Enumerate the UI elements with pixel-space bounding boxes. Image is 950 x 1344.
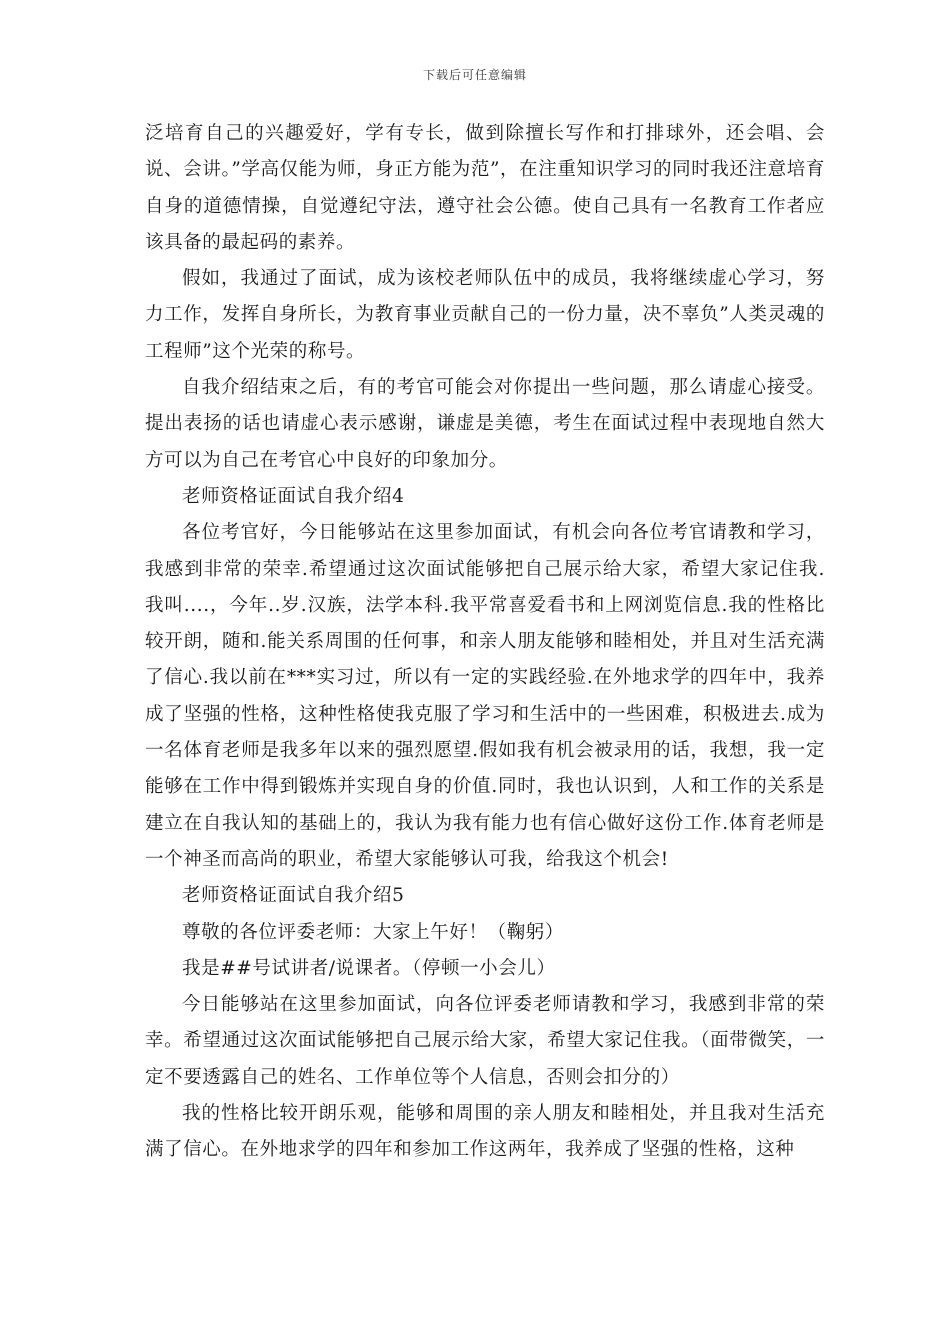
paragraph: 我是##号试讲者/说课者。（停顿一小会儿）: [182, 957, 556, 979]
section-heading: 老师资格证面试自我介绍5: [182, 885, 405, 907]
paragraph: 各位考官好，今日能够站在这里参加面试，有机会向各位考官请教和学习，我感到非常的荣幸.希望通过这次面试能够把自己展示给大家，希望大家记住我.我叫....，今年..岁.汉族，法学本科.我平常喜爱看书和上网浏览信息.我的性格比较开朗，随和.能关系周围的任何事，和亲人朋友能够和睦相处，并且对生活充满了信心.我以前在***实习过，所以有一定的实践经验.在外地求学的四年中，我养成了坚强的性格，这种性格使我克服了学习和生活中的一些困难，积极进去.成为一名体育老师是我多年以来的强烈愿望.假如我有机会被录用的话，我想，我一定能够在工作中得到锻炼并实现自身的价值.同时，我也认识到，人和工作的关系是建立在自我认知的基础上的，我认为我有能力也有信心做好这份工作.体育老师是一个神圣而高尚的职业，希望大家能够认可我，给我这个机会!: [145, 522, 825, 870]
paragraph-continuation: 泛培育自己的兴趣爱好，学有专长，做到除擅长写作和打排球外，还会唱、会说、会讲。”学高仅能为师，身正方能为范”，在注重知识学习的同时我还注意培育自身的道德情操，自觉遵纪守法，遵守社会公德。使自己具有一名教育工作者应该具备的最起码的素养。: [145, 123, 825, 253]
section-heading: 老师资格证面试自我介绍4: [182, 485, 405, 507]
paragraph: 尊敬的各位评委老师：大家上午好！（鞠躬）: [182, 921, 565, 943]
paragraph: 我的性格比较开朗乐观，能够和周围的亲人朋友和睦相处，并且我对生活充满了信心。在外地求学的四年和参加工作这两年，我养成了坚强的性格，这种: [145, 1103, 825, 1161]
paragraph: 自我介绍结束之后，有的考官可能会对你提出一些问题，那么请虚心接受。提出表扬的话也请虚心表示感谢，谦虚是美德，考生在面试过程中表现地自然大方可以为自己在考官心中良好的印象加分。: [145, 377, 825, 471]
paragraph: 今日能够站在这里参加面试，向各位评委老师请教和学习，我感到非常的荣幸。希望通过这次面试能够把自己展示给大家，希望大家记住我。（面带微笑，一定不要透露自己的姓名、工作单位等个人信息，否则会扣分的）: [145, 994, 825, 1088]
page-header: 下载后可任意编辑: [422, 68, 527, 82]
paragraph: 假如，我通过了面试，成为该校老师队伍中的成员，我将继续虚心学习，努力工作，发挥自身所长，为教育事业贡献自己的一份力量，决不辜负”人类灵魂的工程师”这个光荣的称号。: [145, 268, 825, 362]
document-body: [145, 116, 825, 1169]
